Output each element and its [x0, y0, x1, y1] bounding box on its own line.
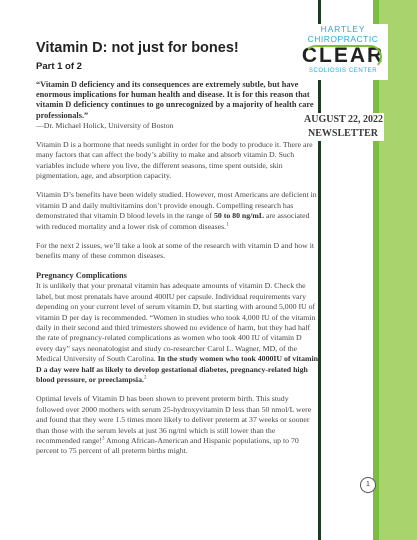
- pregnancy-text: It is unlikely that your prenatal vitamin has adequate amounts of vitamin D. Check the label, but most prenatals have around 400IU per capsule. Individual requirements vary depending on your current level of serum vitamin D, but starting with around 5,000 IU of vitamin D per day is recommended. “Women in studies who took 4,000 IU of the vitamin daily in their second and third trimesters showed no evidence of harm, but they had half the rate of pregnancy-related complications as women who took 400 IU of vitamin D every day” says neonatologist and study co-researcher Carol L. Wagner, MD, of the Medical University of South Carolina.: [36, 281, 316, 364]
- benefits-range: 50 to 80 ng/mL: [214, 211, 265, 221]
- preterm-text-a: Optimal levels of Vitamin D has been shown to prevent preterm birth. This study followed over 2000 mothers with serum 25-hydroxyvitamin D less than 50 nmol/L were and found that they were 1.5 times more likely to deliver preterm at 37 weeks or sooner than those with the serum levels at just 36 ng/ml which is still lower than the recommended range!: [36, 394, 312, 445]
- newsletter-label: NEWSLETTER: [308, 128, 379, 139]
- article-part: Part 1 of 2: [36, 61, 82, 72]
- section-heading-pregnancy: Pregnancy Complications: [36, 270, 127, 280]
- article-column: [36, 40, 318, 457]
- paragraph-preterm: [36, 394, 318, 456]
- paragraph-pregnancy: [36, 281, 318, 385]
- benefits-text-b: are associated with reduced mortality and a lower risk of common diseases.: [36, 211, 310, 231]
- paragraph-benefits: [36, 190, 318, 232]
- quote-attribution: —Dr. Michael Holick, University of Boston: [36, 120, 174, 130]
- newsletter-date: AUGUST 22, 2022: [304, 114, 383, 125]
- article-title: Vitamin D: not just for bones!: [36, 40, 239, 56]
- logo-line-chiropractic: CHIROPRACTIC: [307, 34, 379, 44]
- benefits-text-a: Vitamin D’s benefits have been widely studied. However, most Americans are deficient in vitamin D and daily multivitamins don’t provide enough. Compelling research has demonstrated that vitamin D blood levels in the range of: [36, 190, 317, 221]
- light-green-stripe: [379, 0, 417, 540]
- article-quote: “Vitamin D deficiency and its consequences are extremely subtle, but have enormous implications for human health and disease. It is for this reason that vitamin D deficiency continues to go unrecognized by a majority of health care professionals.”: [36, 80, 314, 120]
- paragraph-intro: Vitamin D is a hormone that needs sunlight in order for the body to produce it. There are many factors that can affect the body’s ability to make and absorb vitamin D. Such variables include where you live, the different seasons, time spent outside, skin pigmentation, age, and absorption capacity.: [36, 139, 313, 181]
- pregnancy-study-finding: In the study women who took 4000IU of vitamin D a day were half as likely to develop gestational diabetes, pregnancy-related high blood pressure, or preeclampsia.: [36, 354, 318, 384]
- reference-1: 1: [226, 222, 229, 228]
- reference-2: 2: [143, 375, 147, 381]
- page-number: 1: [360, 477, 376, 493]
- dark-divider-stripe: [318, 0, 321, 540]
- preterm-text-b: Among African-American and Hispanic populations, up to 70 percent to 75 percent of all preterm births might.: [36, 435, 299, 456]
- logo-line-hartley: HARTLEY: [320, 24, 366, 34]
- paragraph-next-issues: For the next 2 issues, we’ll take a look at some of the research with vitamin D and how it benefits many of these common diseases.: [36, 241, 315, 261]
- reference-3: 3: [102, 436, 105, 442]
- logo-brand-clear: CLEAR: [301, 44, 385, 67]
- logo-line-scoliosis: SCOLIOSIS CENTER: [308, 68, 378, 74]
